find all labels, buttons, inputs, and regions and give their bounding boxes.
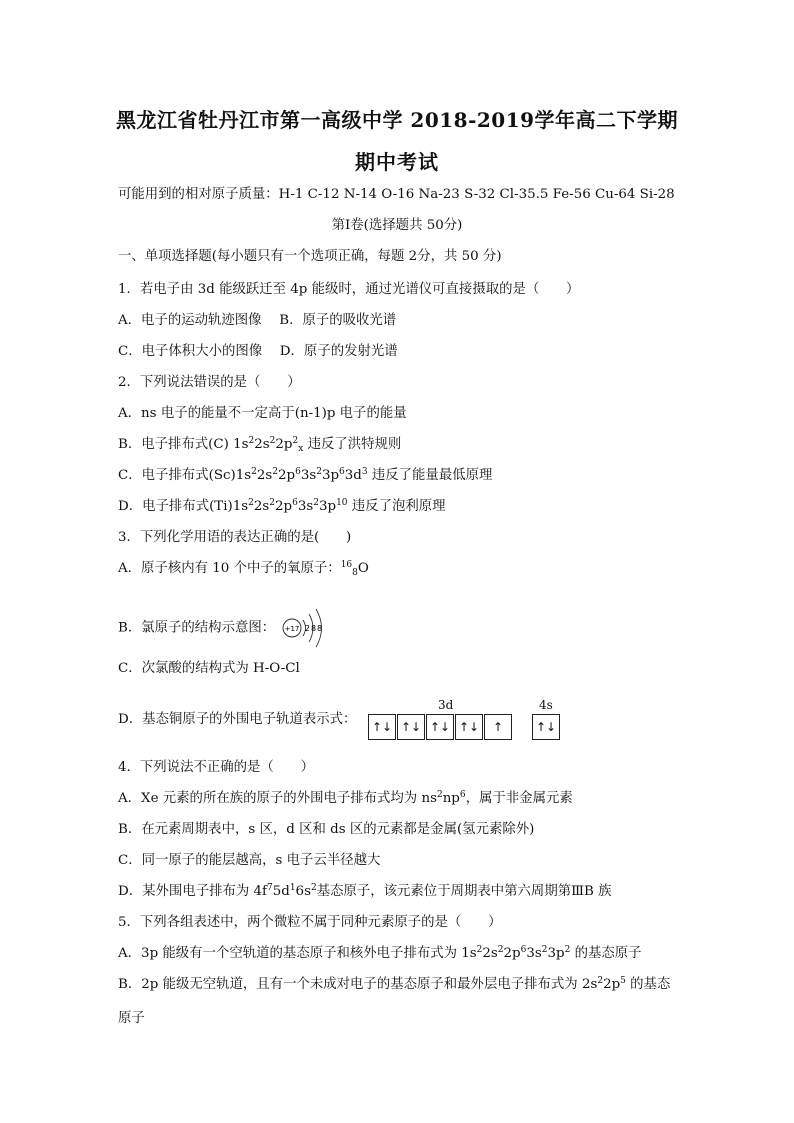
- q2-option-c: C．电子排布式$(Sc)1s^22s^22p^63s^23p^63d^3$ 违反了能量最低原理: [118, 467, 493, 483]
- label-4s: 4s: [539, 698, 553, 712]
- q2-option-c-tail: 违反了能量最低原理: [367, 468, 493, 483]
- q2-option-d-text: D．电子排布式(Ti)1s: [118, 499, 249, 514]
- q5-option-b-tail: 的基态: [625, 977, 671, 992]
- orbital-box-4s: ↑↓: [532, 714, 560, 740]
- q5-option-a-text: A．3p 能级有一个空轨道的基态原子和核外电子排布式为 1s: [118, 946, 477, 961]
- q4-option-a: A．Xe 元素的所在族的原子的外围电子排布式均为 $ns^2np^6$，属于非金属元素: [118, 790, 573, 806]
- orbital-box-3d-3: ↑↓: [426, 714, 454, 740]
- q5-option-b-continued: 原子: [118, 1011, 145, 1026]
- q4-option-a-text: A．Xe 元素的所在族的原子的外围电子排布式均为 ns: [118, 791, 437, 806]
- q1-stem: 1．若电子由 3d 能级跃迁至 4p 能级时，通过光谱仪可直接摄取的是（ ）: [118, 282, 580, 297]
- q2-option-b: B．电子排布式(C) $1s^22s^22p^2_x$ 违反了洪特规则: [118, 436, 402, 454]
- exam-title: 黑龙江省牡丹江市第一高级中学 2018-2019学年高二下学期: [115, 108, 679, 132]
- q4-option-c: C．同一原子的能层越高，s 电子云半径越大: [118, 853, 381, 868]
- q5-option-b-text: B．2p 能级无空轨道，且有一个未成对电子的基态原子和最外层电子排布式为 2s: [118, 977, 598, 992]
- q5-option-b: B．2p 能级无空轨道，且有一个未成对电子的基态原子和最外层电子排布式为 $2s^22p^5$ 的基态: [118, 976, 671, 992]
- q4-option-d-text: D．某外围电子排布为 4f: [118, 884, 267, 899]
- q3-option-b: [118, 606, 337, 650]
- q1-options-ab: A．电子的运动轨迹图像 B．原子的吸收光谱: [118, 313, 397, 328]
- atomic-masses: 可能用到的相对原子质量：H-1 C-12 N-14 O-16 Na-23 S-32 Cl-35.5 Fe-56 Cu-64 Si-28: [118, 187, 675, 202]
- atom-nucleus-label: +17: [285, 625, 300, 633]
- atom-shells-label: 288: [305, 624, 324, 633]
- q3-option-b-text: B．氯原子的结构示意图：: [118, 620, 276, 636]
- q2-option-d: D．电子排布式$(Ti)1s^22s^22p^63s^23p^{10}$ 违反了泡利原理: [118, 498, 446, 514]
- q1-options-cd: C．电子体积大小的图像 D．原子的发射光谱: [118, 344, 398, 359]
- q3-option-a-text: A．原子核内有 10 个中子的氧原子：: [118, 561, 341, 576]
- q3-option-c: C．次氯酸的结构式为 H-O-Cl: [118, 661, 300, 676]
- orbital-box-3d-2: ↑↓: [397, 714, 425, 740]
- q2-stem: 2．下列说法错误的是（ ）: [118, 375, 301, 390]
- q2-option-b-text: B．电子排布式(C) 1s: [118, 437, 249, 452]
- exam-subtitle: 期中考试: [355, 150, 439, 174]
- q4-stem: 4．下列说法不正确的是（ ）: [118, 760, 314, 775]
- q3-option-d: D．基态铜原子的外围电子轨道表示式：: [118, 712, 357, 727]
- orbital-box-3d-1: ↑↓: [368, 714, 396, 740]
- q2-option-c-text: C．电子排布式(Sc)1s: [118, 468, 252, 483]
- orbital-box-3d-5: ↑: [484, 714, 512, 740]
- q4-option-d-tail: 基态原子，该元素位于周期表中第六周期第ⅢB 族: [316, 884, 612, 899]
- chlorine-atom-diagram: [281, 606, 337, 650]
- q4-option-b: B．在元素周期表中，s 区，d 区和 ds 区的元素都是金属(氢元素除外): [118, 822, 535, 837]
- q2-option-a: A．ns 电子的能量不一定高于(n-1)p 电子的能量: [118, 406, 407, 421]
- q3-option-a: A．原子核内有 10 个中子的氧原子：$^{16}_8$O: [118, 560, 369, 578]
- q4-option-d: D．某外围电子排布为 $4f^75d^16s^2$基态原子，该元素位于周期表中第六周期第ⅢB 族: [118, 883, 612, 899]
- orbital-box-3d-4: ↑↓: [455, 714, 483, 740]
- q5-stem: 5．下列各组表述中，两个微粒不属于同种元素原子的是（ ）: [118, 915, 502, 930]
- q2-option-b-tail: 违反了洪特规则: [303, 437, 402, 452]
- q5-option-a-tail: 的基态原子: [570, 946, 642, 961]
- part-heading: 一、单项选择题(每小题只有一个选项正确，每题 2分，共 50 分): [118, 249, 502, 264]
- label-3d: 3d: [438, 698, 454, 712]
- q3-stem: 3．下列化学用语的表达正确的是( ): [118, 530, 352, 545]
- q4-option-a-tail: ，属于非金属元素: [465, 791, 573, 806]
- q5-option-a: A．3p 能级有一个空轨道的基态原子和核外电子排布式为 $1s^22s^22p^63s^23p^2$ 的基态原子: [118, 945, 642, 961]
- section-title: 第Ⅰ卷(选择题共 50分): [331, 218, 463, 233]
- q2-option-d-tail: 违反了泡利原理: [347, 499, 446, 514]
